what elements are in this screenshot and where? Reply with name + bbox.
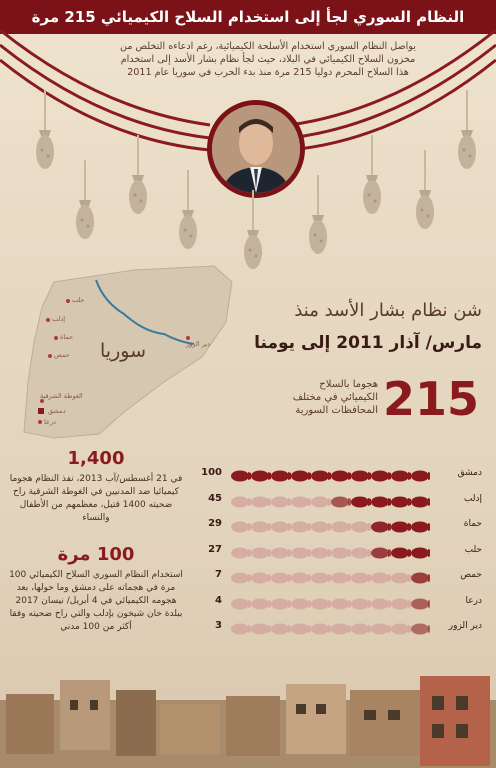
map-city-label: حلب — [72, 296, 85, 304]
bomb-icon — [331, 598, 351, 609]
bomb-icon — [271, 471, 291, 482]
chart-value-label: 27 — [208, 543, 222, 555]
chart-row — [196, 516, 486, 536]
bomb-icon — [271, 522, 291, 533]
city-marker — [48, 354, 52, 358]
bomb-icon — [271, 547, 291, 558]
bomb-icon — [371, 624, 391, 635]
map-city-label: درعا — [44, 418, 56, 426]
bomb-icon — [271, 573, 291, 584]
bomb-icon — [371, 522, 391, 533]
chart-bar — [226, 546, 430, 560]
map-city-label: الغوطة الشرقية — [40, 392, 83, 400]
bomb-icon — [291, 547, 311, 558]
bomb-icon — [311, 522, 331, 533]
chart-category-label: حمص — [460, 570, 482, 580]
total-description: هجوما بالسلاح الكيميائي في مختلف المحافظات السورية — [292, 379, 378, 416]
bomb-icon — [311, 496, 331, 507]
map-city-label: دير الزور — [186, 340, 211, 348]
bomb-icon — [311, 471, 331, 482]
bomb-icon — [251, 547, 271, 558]
chart-category-label: إدلب — [463, 493, 482, 504]
bomb-icon — [351, 471, 371, 482]
bomb-icon — [311, 573, 331, 584]
bomb-icon — [251, 573, 271, 584]
map-country-label: سوريا — [100, 340, 146, 362]
bomb-icon — [411, 522, 430, 533]
bomb-icon — [371, 547, 391, 558]
chart-value-label: 7 — [215, 569, 222, 580]
headline-line1: شن نظام بشار الأسد منذ — [294, 300, 482, 321]
bomb-icon — [391, 496, 411, 507]
bomb-icon — [251, 471, 271, 482]
chart-bar — [226, 520, 430, 534]
bomb-icon — [251, 624, 271, 635]
map-city-label: حماة — [60, 333, 74, 341]
chart-value-label: 4 — [215, 594, 222, 606]
bomb-icon — [351, 496, 371, 507]
bomb-icon — [231, 624, 251, 635]
city-marker — [46, 318, 50, 322]
bomb-icon — [271, 598, 291, 609]
bomb-icon — [231, 573, 251, 584]
fact-number: 1,400 — [67, 448, 125, 469]
bomb-icon — [331, 547, 351, 558]
bomb-icon — [351, 624, 371, 635]
bomb-icon — [291, 522, 311, 533]
chart-row — [196, 593, 486, 613]
chart-category-label: دمشق — [457, 468, 482, 478]
bomb-icon — [331, 573, 351, 584]
bomb-icon — [231, 598, 251, 609]
map-city-label: دمشق — [48, 407, 66, 415]
total-count: 215 — [383, 372, 480, 426]
chart-bar — [226, 597, 430, 611]
bomb-icon — [331, 496, 351, 507]
bomb-icon — [331, 522, 351, 533]
fact-text: استخدام النظام السوري السلاح الكيميائي 100 مرة في هجماته على دمشق وما حولها، بعد هجومه الكيميائي في 4 أبريل/ نيسان 2017 ببلدة خان شيخون بإدلب والتي راح ضحيته وفقا أكثر من 100 مدني — [9, 570, 183, 632]
bomb-icon — [311, 624, 331, 635]
bomb-icon — [411, 624, 430, 635]
map-city-label: إدلب — [52, 315, 66, 323]
fact-text: في 21 أغسطس/آب 2013، نفذ النظام هجوما كيميائيا ضد المدنيين في الغوطة الشرقية راح ضحيته 1400 قتيل، معظمهم من الأطفال والنساء — [9, 474, 183, 523]
chart-value-label: 29 — [208, 518, 222, 529]
bomb-icon — [231, 522, 251, 533]
bomb-icon — [391, 471, 411, 482]
page-title: النظام السوري لجأ إلى استخدام السلاح الكيميائي 215 مرة — [31, 8, 465, 26]
bomb-icon — [391, 547, 411, 558]
bomb-icon — [331, 471, 351, 482]
capital-marker — [38, 408, 44, 414]
bomb-icon — [391, 573, 411, 584]
bomb-icon — [411, 471, 430, 482]
bomb-icon — [371, 598, 391, 609]
chart-bar — [226, 622, 430, 636]
bomb-icon — [411, 598, 430, 609]
fact-damascus — [6, 544, 186, 634]
bomb-icon — [351, 598, 371, 609]
bomb-icon — [411, 547, 430, 558]
hanging-bombs — [0, 0, 496, 270]
chart-bar — [226, 495, 430, 509]
bomb-icon — [251, 598, 271, 609]
fact-number: 100 مرة — [57, 544, 135, 565]
chart-row — [196, 567, 486, 587]
bomb-icon — [411, 496, 430, 507]
bomb-icon — [231, 496, 251, 507]
bomb-icon — [291, 598, 311, 609]
bomb-icon — [271, 496, 291, 507]
chart-bar — [226, 469, 430, 483]
chart-value-label: 100 — [201, 467, 222, 478]
bomb-icon — [391, 624, 411, 635]
bomb-icon — [251, 522, 271, 533]
fact-ghouta — [6, 448, 186, 525]
chart-category-label: دير الزور — [448, 621, 482, 631]
bomb-icon — [371, 496, 391, 507]
chart-row — [196, 491, 486, 511]
bomb-icon — [351, 573, 371, 584]
bomb-icon — [231, 547, 251, 558]
chart-category-label: درعا — [465, 595, 482, 606]
bomb-icon — [231, 471, 251, 482]
city-marker — [66, 299, 70, 303]
bomb-icon — [391, 598, 411, 609]
intro-text: يواصل النظام السوري استخدام الأسلحة الكيميائية، رغم ادعاءه التخلص من مخزون السلاح الكيميائي في البلاد، حيث لجأ نظام بشار الأسد إلى استخدام هذا السلاح المحرم دوليا 215 مرة منذ بدء الحرب في سوريا عام 2011 — [120, 41, 416, 78]
chart-row — [196, 618, 486, 638]
ruins-skyline-image — [0, 660, 496, 768]
bomb-icon — [291, 496, 311, 507]
bomb-icon — [291, 471, 311, 482]
bomb-icon — [291, 624, 311, 635]
chart-category-label: حلب — [464, 544, 482, 555]
bomb-icon — [271, 624, 291, 635]
chart-value-label: 45 — [208, 492, 222, 504]
chart-bar — [226, 571, 430, 585]
bomb-icon — [311, 547, 331, 558]
bomb-icon — [371, 471, 391, 482]
headline-line2: مارس/ آذار 2011 إلى يومنا — [254, 333, 482, 353]
map-city-label: حمص — [54, 351, 70, 359]
bomb-icon — [291, 573, 311, 584]
bomb-icon — [331, 624, 351, 635]
chart-value-label: 3 — [215, 620, 222, 631]
bomb-icon — [391, 522, 411, 533]
city-marker — [38, 420, 42, 424]
bomb-icon — [311, 598, 331, 609]
bomb-icon — [351, 522, 371, 533]
chart-row — [196, 465, 486, 485]
chart-category-label: حماة — [463, 519, 482, 529]
bomb-icon — [411, 573, 430, 584]
bomb-icon — [351, 547, 371, 558]
city-marker — [54, 336, 58, 340]
bomb-icon — [371, 573, 391, 584]
chart-row — [196, 542, 486, 562]
bomb-icon — [251, 496, 271, 507]
